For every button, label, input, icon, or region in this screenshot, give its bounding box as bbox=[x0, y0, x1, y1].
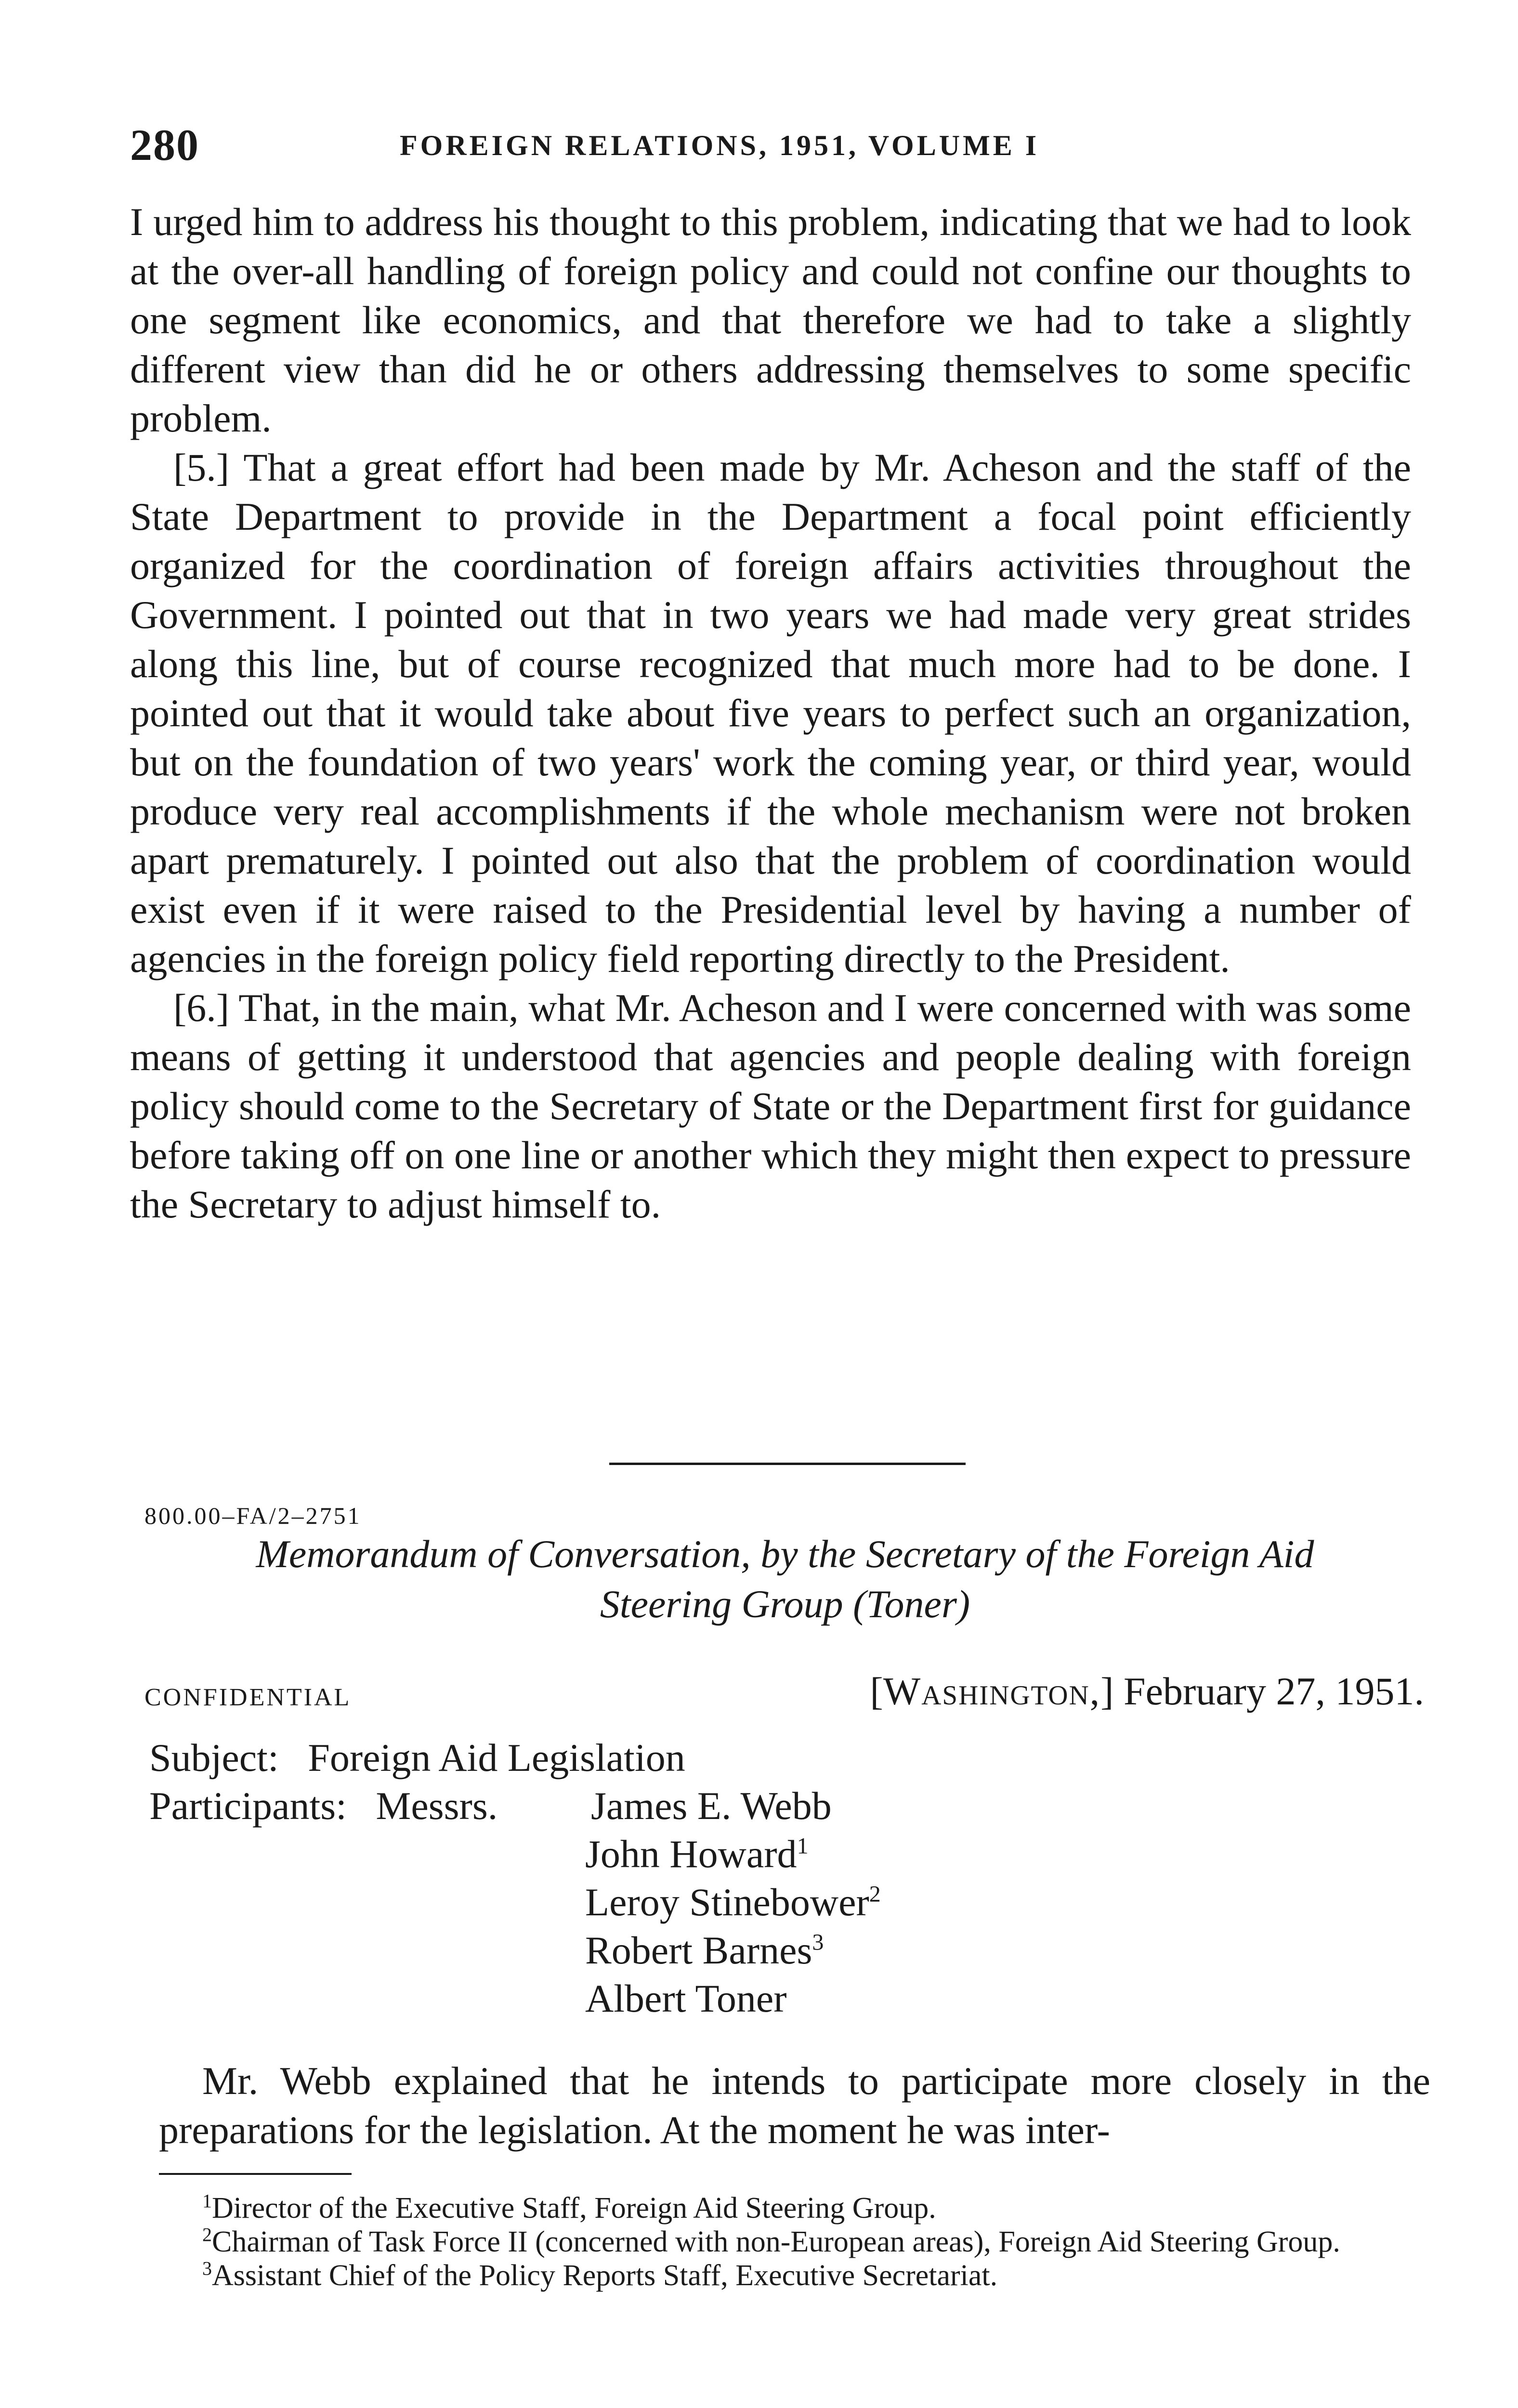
footnote-text: Assistant Chief of the Policy Reports Staff, Executive Secretariat. bbox=[212, 2259, 998, 2292]
page-number: 280 bbox=[130, 120, 199, 170]
subject-value: Foreign Aid Legislation bbox=[308, 1736, 685, 1780]
subject-label: Subject: bbox=[149, 1736, 279, 1780]
participant-name: Robert Barnes bbox=[585, 1928, 812, 1972]
footnote-rule bbox=[159, 2173, 352, 2175]
footnote-text: Director of the Executive Staff, Foreign Aid Steering Group. bbox=[212, 2192, 936, 2225]
paragraph-6: [6.] That, in the main, what Mr. Acheson and I were concerned with was some means of getting it understood that agencies and people dealing with foreign policy should come to the Secretary of State or the Department first for guidance before taking off on one line or another which they might then expect to pressure the Secretary to adjust himself to. bbox=[130, 986, 1411, 1226]
participant-1 bbox=[591, 1782, 832, 1830]
participants-label: Participants: bbox=[149, 1784, 347, 1828]
dateline-place: Washington, bbox=[883, 1669, 1101, 1713]
memorandum-paragraph: Mr. Webb explained that he intends to participate more closely in the preparations for the legislation. At the moment he was inter- bbox=[159, 2059, 1430, 2152]
dateline bbox=[870, 1669, 1425, 1714]
paragraph-5: [5.] That a great effort had been made by Mr. Acheson and the staff of the State Department to provide in the Department a focal point efficiently organized for the coordination of foreign affairs activities throughout the Government. I pointed out that in two years we had made very great strides along this line, but of course recognized that much more had to be done. I pointed out that it would take about five years to perfect such an organization, but on the foundation of two years' work the coming year, or third year, would produce very real accomplishments if the whole mechanism were not broken apart prematurely. I pointed out also that the problem of coordination would exist even if it were raised to the Presidential level by having a number of agencies in the foreign policy field reporting directly to the President. bbox=[130, 445, 1411, 981]
document-title bbox=[144, 1529, 1426, 1629]
footnote-ref: 2 bbox=[869, 1881, 881, 1907]
participant-2 bbox=[585, 1830, 809, 1878]
paragraph-continued: I urged him to address his thought to this problem, indicating that we had to look at the over-all handling of foreign policy and could not confine our thoughts to one segment like economics, and that therefore we had to take a slightly different view than did he or others addressing themselves to some specific problem. bbox=[130, 200, 1411, 440]
dateline-date: ] February 27, 1951. bbox=[1100, 1669, 1424, 1713]
participant-5 bbox=[585, 1975, 787, 2023]
subject-row bbox=[149, 1734, 685, 1782]
running-head bbox=[130, 119, 1430, 172]
footnote-mark: 2 bbox=[202, 2224, 212, 2246]
participants-prefix: Messrs. bbox=[376, 1784, 498, 1828]
section-divider bbox=[609, 1463, 966, 1465]
footnote-mark: 3 bbox=[202, 2257, 212, 2279]
classification-marking: CONFIDENTIAL bbox=[144, 1684, 352, 1711]
document-title-line-1: Memorandum of Conversation, by the Secretary of the Foreign Aid bbox=[256, 1532, 1314, 1576]
footnote-text: Chairman of Task Force II (concerned with non-European areas), Foreign Aid Steering Group. bbox=[212, 2225, 1340, 2258]
running-title: FOREIGN RELATIONS, 1951, VOLUME I bbox=[400, 130, 1040, 161]
footnote-mark: 1 bbox=[202, 2190, 212, 2212]
document-title-line-2: Steering Group (Toner) bbox=[600, 1582, 970, 1626]
participant-3 bbox=[585, 1878, 881, 1926]
participant-name: Leroy Stinebower bbox=[585, 1880, 869, 1924]
footnote-3 bbox=[159, 2259, 1435, 2292]
participant-4 bbox=[585, 1926, 824, 1975]
footnote-1 bbox=[159, 2191, 1435, 2225]
footnote-ref: 1 bbox=[797, 1833, 809, 1859]
footnote-2 bbox=[159, 2225, 1435, 2259]
footnote-ref: 3 bbox=[812, 1929, 824, 1955]
participants-row bbox=[149, 1782, 497, 1830]
footnotes bbox=[159, 2191, 1435, 2292]
continued-text-block bbox=[130, 197, 1411, 1229]
participant-name: John Howard bbox=[585, 1832, 797, 1876]
file-code: 800.00–FA/2–2751 bbox=[144, 1502, 362, 1529]
participant-name: Albert Toner bbox=[585, 1976, 787, 2020]
dateline-open: [ bbox=[870, 1669, 883, 1713]
participant-name: James E. Webb bbox=[591, 1784, 832, 1828]
memorandum-body bbox=[159, 2056, 1430, 2155]
